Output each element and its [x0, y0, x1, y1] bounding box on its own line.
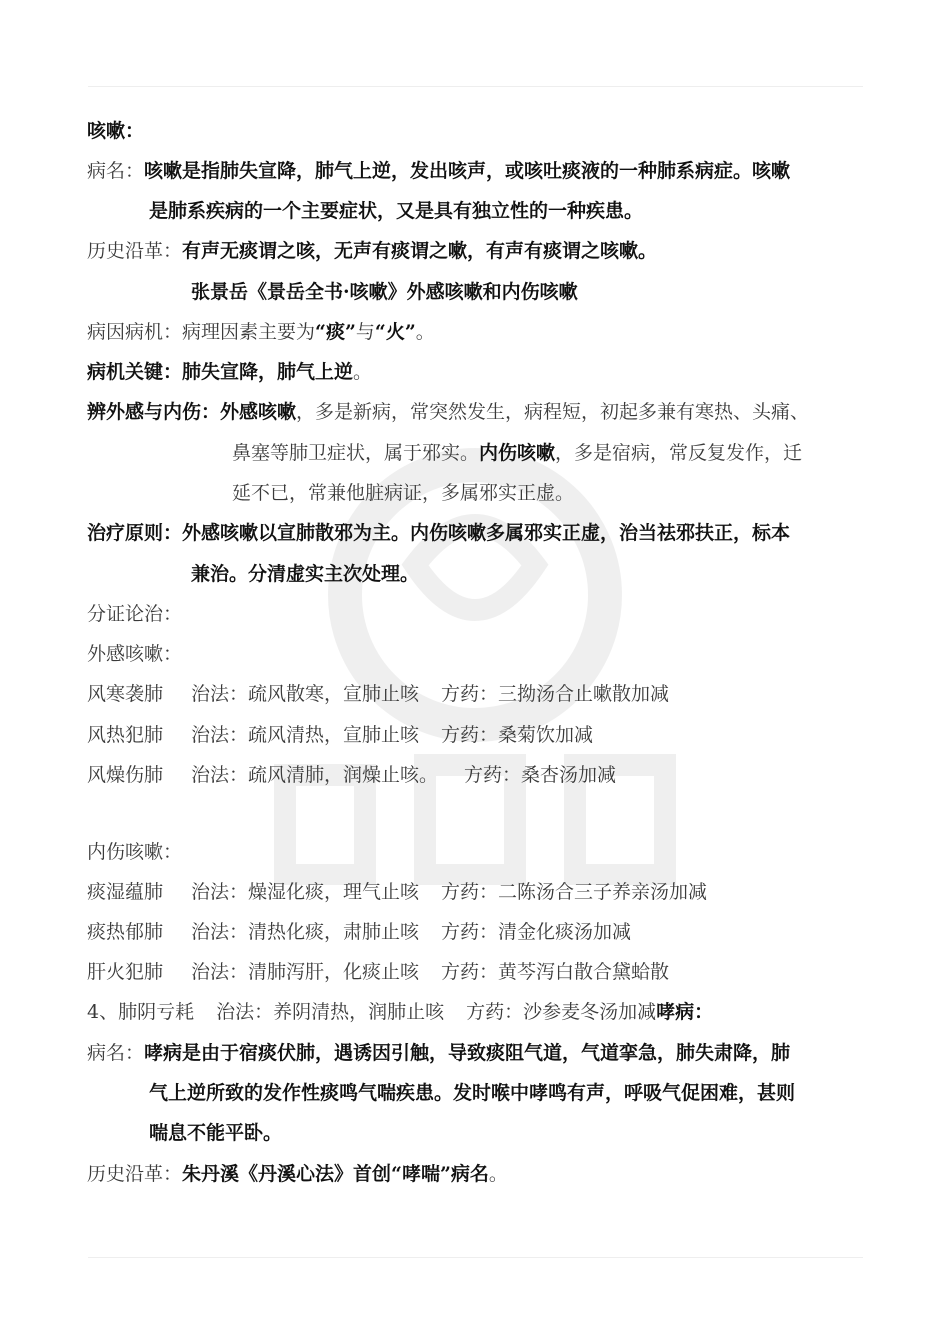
cough-diff-int-text-1: ，多是宿病，常反复发作，迁 — [555, 442, 803, 464]
cough-diff-line-3: 延不已，常兼他脏病证，多属邪实正虚。 — [232, 482, 575, 504]
cough-history-line-2: 张景岳《景岳全书·咳嗽》外感咳嗽和内伤咳嗽 — [191, 281, 578, 303]
cough-etiology-end: 。 — [415, 321, 435, 343]
section-title-asthma: 哮病： — [656, 1001, 714, 1023]
external-formula: 方药：桑菊饮加减 — [441, 724, 594, 746]
cough-history-label: 历史沿革： — [87, 240, 183, 262]
cough-history-line-1 — [87, 237, 657, 265]
internal-formula: 方药：二陈汤合三子养亲汤加减 — [441, 881, 708, 903]
cough-etiology-line — [87, 318, 435, 346]
asthma-history-quote: “哮喘” — [391, 1163, 451, 1185]
cough-key-end: 。 — [353, 361, 373, 383]
syndrome-label: 分证论治： — [87, 603, 183, 625]
watermark-logo-icon — [225, 445, 725, 885]
header-divider — [88, 86, 863, 87]
asthma-name-line-1 — [87, 1039, 790, 1067]
internal-syndrome-name: 痰热郁肺 — [87, 921, 164, 943]
external-cough-label: 外感咳嗽： — [87, 643, 183, 665]
asthma-name-text-1: 哮病是由于宿痰伏肺，遇诱因引触，导致痰阻气道，气道挛急，肺失肃降，肺 — [144, 1042, 791, 1064]
external-syndrome-name: 风热犯肺 — [87, 724, 164, 746]
cough-diff-ext-label: 外感咳嗽 — [220, 401, 297, 423]
cough-diff-ext-text-2: 鼻塞等肺卫症状，属于邪实。 — [232, 442, 480, 464]
external-method: 治法：疏风清热，宣肺止咳 — [191, 724, 420, 746]
asthma-name-label: 病名： — [87, 1042, 145, 1064]
cough-etiology-text: 病理因素主要为 — [182, 321, 316, 343]
internal-method: 治法：燥湿化痰，理气止咳 — [191, 881, 420, 903]
cough-key-text: 肺失宣降，肺气上逆 — [182, 361, 354, 383]
cough-key-line — [87, 358, 372, 386]
external-row — [87, 761, 616, 789]
external-row — [87, 680, 669, 708]
section-title-cough: 咳嗽： — [87, 120, 145, 142]
external-method: 治法：疏风清肺，润燥止咳。 — [191, 764, 439, 786]
item4-method: 治法：养阴清热，润肺止咳 — [216, 1001, 445, 1023]
internal-syndrome-name: 肝火犯肺 — [87, 961, 164, 983]
internal-row — [87, 918, 631, 946]
asthma-history-line — [87, 1160, 508, 1188]
asthma-history-text-b: 病名 — [450, 1163, 489, 1185]
internal-row — [87, 958, 669, 986]
internal-syndrome-name: 痰湿蕴肺 — [87, 881, 164, 903]
internal-row — [87, 878, 707, 906]
cough-diff-int-label: 内伤咳嗽 — [479, 442, 556, 464]
cough-diff-line-1 — [87, 398, 809, 426]
cough-treat-line-1 — [87, 519, 790, 547]
cough-name-label: 病名： — [87, 160, 145, 182]
cough-history-text-1: 有声无痰谓之咳，无声有痰谓之嗽，有声有痰谓之咳嗽。 — [182, 240, 658, 262]
cough-treat-label: 治疗原则： — [87, 522, 183, 544]
cough-diff-ext-text-1: ，多是新病，常突然发生，病程短，初起多兼有寒热、头痛、 — [296, 401, 810, 423]
asthma-history-end: 。 — [488, 1163, 508, 1185]
internal-formula: 方药：清金化痰汤加减 — [441, 921, 632, 943]
asthma-history-label: 历史沿革： — [87, 1163, 183, 1185]
cough-etiology-label: 病因病机： — [87, 321, 183, 343]
external-syndrome-name: 风寒袭肺 — [87, 683, 164, 705]
internal-row-4 — [87, 998, 713, 1026]
external-row — [87, 721, 593, 749]
internal-formula: 方药：黄芩泻白散合黛蛤散 — [441, 961, 670, 983]
external-method: 治法：疏风散寒，宣肺止咳 — [191, 683, 420, 705]
asthma-name-line-2: 气上逆所致的发作性痰鸣气喘疾患。发时喉中哮鸣有声，呼吸气促困难，甚则 — [149, 1082, 796, 1104]
asthma-name-line-3: 喘息不能平卧。 — [149, 1122, 283, 1144]
item4-name: 4、肺阴亏耗 — [87, 1001, 195, 1023]
cough-name-line-1 — [87, 157, 790, 185]
cough-name-text-1: 咳嗽是指肺失宣降，肺气上逆，发出咳声，或咳吐痰液的一种肺系病症。咳嗽 — [144, 160, 791, 182]
external-syndrome-name: 风燥伤肺 — [87, 764, 164, 786]
asthma-history-text-a: 朱丹溪《丹溪心法》首创 — [182, 1163, 392, 1185]
cough-diff-line-2 — [232, 439, 802, 467]
external-formula: 方药：桑杏汤加减 — [464, 764, 617, 786]
internal-cough-label: 内伤咳嗽： — [87, 841, 183, 863]
cough-treat-line-2: 兼治。分清虚实主次处理。 — [191, 563, 420, 585]
external-formula: 方药：三拗汤合止嗽散加减 — [441, 683, 670, 705]
cough-diff-label: 辨外感与内伤： — [87, 401, 221, 423]
cough-name-line-2: 是肺系疾病的一个主要症状，又是具有独立性的一种疾患。 — [149, 200, 644, 222]
cough-etiology-phlegm: “痰” — [315, 321, 356, 343]
internal-method: 治法：清肺泻肝，化痰止咳 — [191, 961, 420, 983]
footer-divider — [88, 1257, 863, 1258]
cough-treat-text-1: 外感咳嗽以宣肺散邪为主。内伤咳嗽多属邪实正虚，治当祛邪扶正，标本 — [182, 522, 791, 544]
cough-etiology-fire: “火” — [374, 321, 416, 343]
cough-key-label: 病机关键： — [87, 361, 183, 383]
internal-method: 治法：清热化痰，肃肺止咳 — [191, 921, 420, 943]
cough-etiology-and: 与 — [355, 321, 375, 343]
item4-formula: 方药：沙参麦冬汤加减 — [466, 1001, 657, 1023]
